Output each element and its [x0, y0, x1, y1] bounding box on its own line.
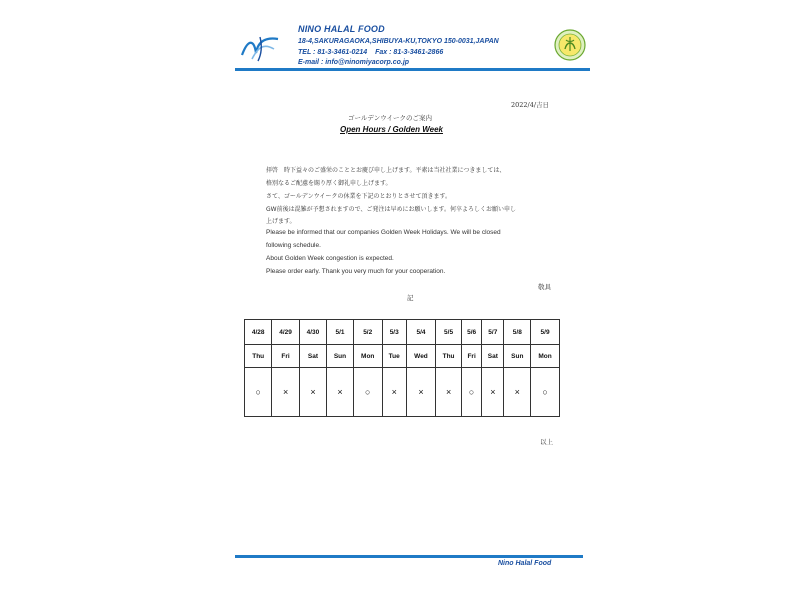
notice-date: 2022/4/吉日: [511, 101, 550, 109]
company-email: E-mail : info@ninomiyacorp.co.jp: [298, 59, 410, 66]
day-cell: Tue: [382, 345, 406, 368]
status-cell: ○: [462, 368, 482, 417]
header-rule: [235, 68, 590, 71]
date-cell: 5/4: [406, 320, 435, 345]
jp-line: さて、ゴールデンウイークの休業を下記のとおりとさせて頂きます。: [266, 193, 451, 200]
day-cell: Sat: [299, 345, 326, 368]
date-cell: 5/7: [482, 320, 504, 345]
en-line: About Golden Week congestion is expected.: [266, 255, 394, 262]
date-cell: 5/5: [436, 320, 462, 345]
tel-number: TEL : 81-3-3461-0214: [298, 49, 368, 56]
day-cell: Sat: [482, 345, 504, 368]
date-cell: 4/29: [272, 320, 299, 345]
jp-line: 格別なるご配慮を賜り厚く御礼申し上げます。: [266, 180, 392, 187]
en-line: following schedule.: [266, 242, 321, 249]
status-cell: ×: [406, 368, 435, 417]
date-cell: 5/9: [531, 320, 560, 345]
company-address: 18-4,SAKURAGAOKA,SHIBUYA-KU,TOKYO 150-0031,JAPAN: [298, 38, 499, 45]
day-cell: Thu: [436, 345, 462, 368]
day-cell: Fri: [272, 345, 299, 368]
date-cell: 5/6: [462, 320, 482, 345]
status-cell: ×: [299, 368, 326, 417]
day-cell: Mon: [353, 345, 382, 368]
schedule-table: [244, 319, 560, 417]
status-cell: ×: [504, 368, 531, 417]
closing-keigu: 敬具: [538, 284, 551, 291]
jp-line: GW前後は混雑が予想されますので、ご発注は早めにお願いします。何卒よろしくお願い申し: [266, 206, 516, 213]
day-cell: Fri: [462, 345, 482, 368]
day-cell: Mon: [531, 345, 560, 368]
day-cell: Thu: [245, 345, 272, 368]
schedule-dates-row: [245, 320, 560, 345]
schedule-status-row: [245, 368, 560, 417]
jp-title: ゴールデンウイークのご案内: [348, 114, 433, 122]
status-cell: ×: [327, 368, 354, 417]
footer-company-name: Nino Halal Food: [498, 560, 552, 567]
status-cell: ×: [272, 368, 299, 417]
date-cell: 5/2: [353, 320, 382, 345]
en-line: Please be informed that our companies Golden Week Holidays. We will be closed: [266, 229, 501, 236]
status-cell: ○: [245, 368, 272, 417]
ki-marker: 記: [407, 295, 414, 302]
day-cell: Sun: [327, 345, 354, 368]
status-cell: ×: [482, 368, 504, 417]
company-name: NINO HALAL FOOD: [298, 24, 385, 34]
status-cell: ×: [382, 368, 406, 417]
en-line: Please order early. Thank you very much for your cooperation.: [266, 268, 446, 275]
date-cell: 5/1: [327, 320, 354, 345]
jp-line: 拝啓 時下益々のご盛栄のこととお慶び申し上げます。平素は当社社業につきましては、: [266, 167, 506, 174]
day-cell: Wed: [406, 345, 435, 368]
fax-number: Fax : 81-3-3461-2866: [375, 49, 444, 56]
status-cell: ○: [531, 368, 560, 417]
status-cell: ○: [353, 368, 382, 417]
date-cell: 4/28: [245, 320, 272, 345]
end-marker: 以上: [540, 439, 553, 446]
company-phone-line: [298, 49, 443, 56]
halal-certification-badge: [554, 29, 586, 61]
date-cell: 4/30: [299, 320, 326, 345]
schedule-days-row: [245, 345, 560, 368]
day-cell: Sun: [504, 345, 531, 368]
ninomiya-logo-icon: [238, 33, 282, 63]
jp-line: 上げます。: [266, 218, 296, 225]
date-cell: 5/3: [382, 320, 406, 345]
footer-rule: [235, 555, 583, 558]
date-cell: 5/8: [504, 320, 531, 345]
status-cell: ×: [436, 368, 462, 417]
en-title: Open Hours / Golden Week: [340, 125, 443, 134]
